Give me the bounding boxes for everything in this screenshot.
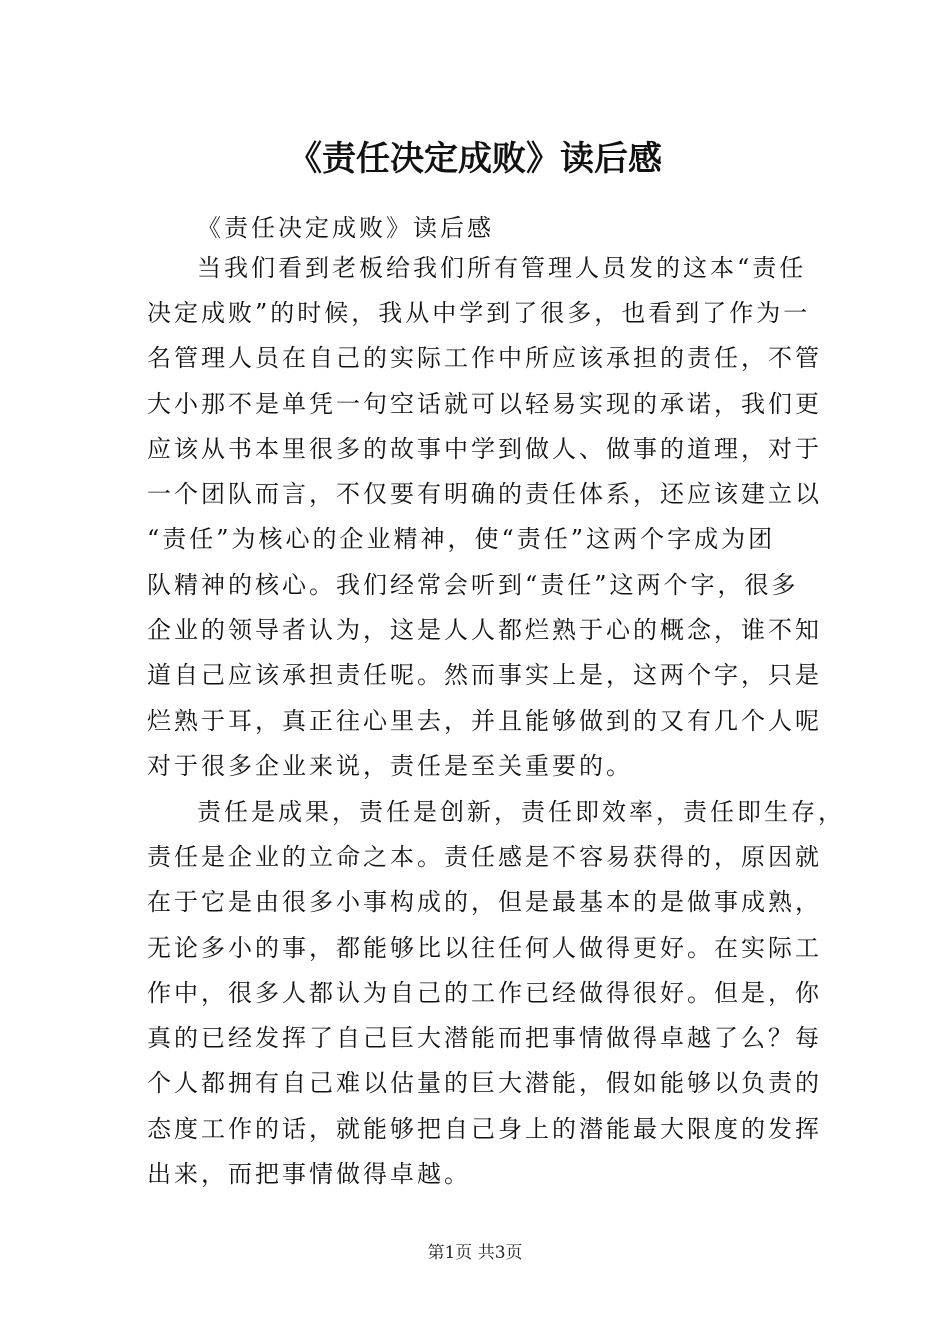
paragraph-2-line: 出来，而把事情做得卓越。	[147, 1160, 471, 1188]
paragraph-1-line: 道自己应该承担责任呢。然而事实上是，这两个字，只是	[147, 661, 822, 689]
paragraph-2-line: 个人都拥有自己难以估量的巨大潜能，假如能够以负责的	[147, 1069, 822, 1097]
page-number-footer: 第1页 共3页	[427, 1243, 523, 1263]
paragraph-1-line: 对于很多企业来说，责任是至关重要的。	[147, 752, 633, 780]
paragraph-2-line: 无论多小的事，都能够比以往任何人做得更好。在实际工	[147, 934, 822, 962]
paragraph-2-line: 责任是企业的立命之本。责任感是不容易获得的，原因就	[147, 843, 822, 871]
paragraph-1-line: “责任”为核心的企业精神，使“责任”这两个字成为团	[147, 525, 776, 553]
paragraph-1-line: 队精神的核心。我们经常会听到“责任”这两个字，很多	[147, 571, 799, 599]
paragraph-2-line: 态度工作的话，就能够把自己身上的潜能最大限度的发挥	[147, 1115, 822, 1143]
paragraph-1-line: 应该从书本里很多的故事中学到做人、做事的道理，对于	[147, 435, 822, 463]
paragraph-1-line: 名管理人员在自己的实际工作中所应该承担的责任，不管	[147, 344, 822, 372]
paragraph-1-line: 一个团队而言，不仅要有明确的责任体系，还应该建立以	[147, 480, 822, 508]
paragraph-2-line: 作中，很多人都认为自己的工作已经做得很好。但是，你	[147, 979, 822, 1007]
paragraph-1-line: 大小那不是单凭一句空话就可以轻易实现的承诺，我们更	[147, 390, 822, 418]
paragraph-2-line: 在于它是由很多小事构成的，但是最基本的是做事成熟，	[147, 888, 822, 916]
document-title: 《责任决定成败》读后感	[288, 139, 662, 179]
paragraph-1-line: 企业的领导者认为，这是人人都烂熟于心的概念，谁不知	[147, 616, 822, 644]
paragraph-2-line: 真的已经发挥了自己巨大潜能而把事情做得卓越了么？每	[147, 1024, 822, 1052]
paragraph-1-line: 烂熟于耳，真正往心里去，并且能够做到的又有几个人呢	[147, 707, 822, 735]
paragraph-1-line: 决定成败”的时候，我从中学到了很多，也看到了作为一	[147, 299, 811, 327]
subtitle-line: 《责任决定成败》读后感	[197, 214, 494, 242]
paragraph-2-line: 责任是成果，责任是创新，责任即效率，责任即生存，	[197, 798, 845, 826]
paragraph-1-line: 当我们看到老板给我们所有管理人员发的这本“责任	[197, 254, 807, 282]
